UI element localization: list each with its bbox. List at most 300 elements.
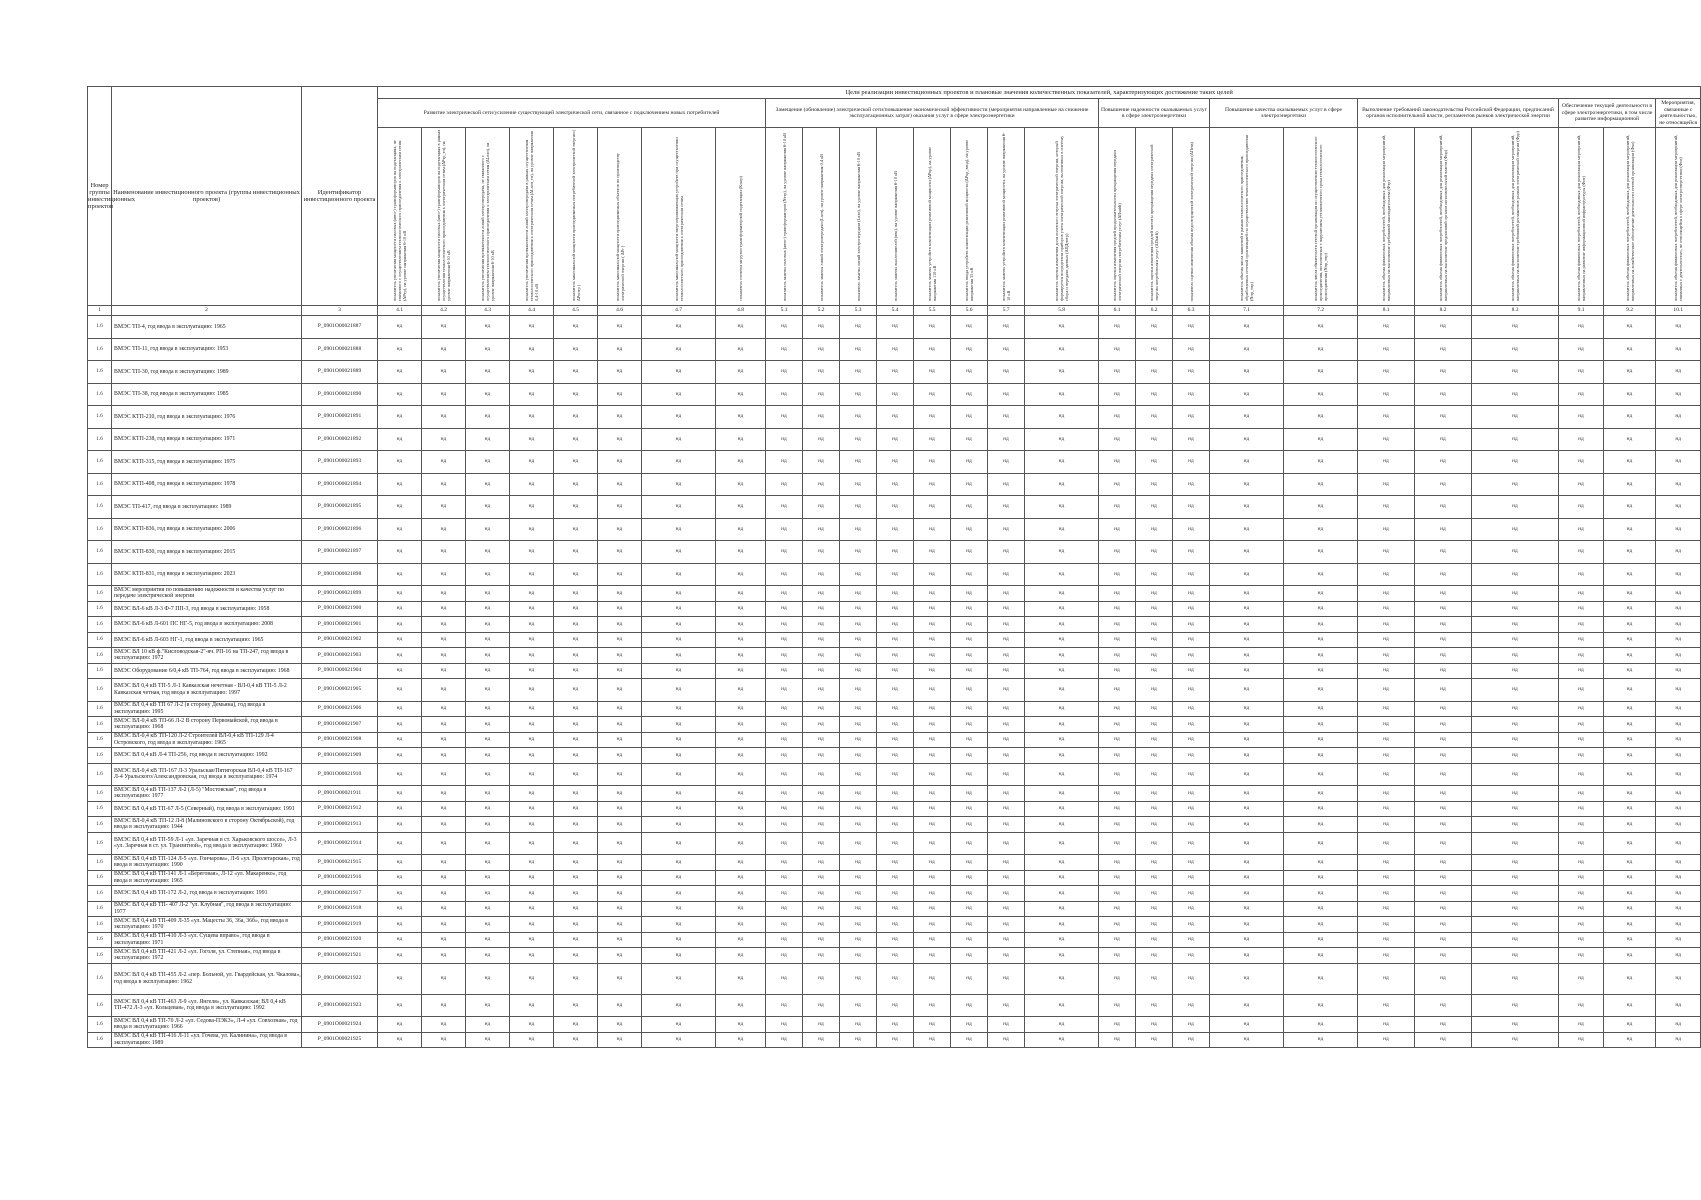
row-project-code: P_0901O00021903 — [302, 648, 378, 664]
indicator-value: нд — [1099, 361, 1136, 384]
indicator-value: нд — [1210, 406, 1284, 429]
indicator-value: нд — [988, 338, 1025, 361]
indicator-value: нд — [1472, 701, 1559, 717]
indicator-value: нд — [1210, 338, 1284, 361]
indicator-value: нд — [951, 948, 988, 964]
indicator-value: нд — [803, 383, 840, 406]
indicator-value: нд — [1604, 932, 1656, 948]
indicator-value: нд — [1284, 383, 1358, 406]
indicator-value: нд — [840, 732, 877, 748]
indicator-value: нд — [554, 617, 598, 633]
indicator-value: нд — [716, 679, 766, 702]
indicator-value: нд — [1415, 473, 1472, 496]
indicator-value: нд — [716, 932, 766, 948]
indicator-value: нд — [1173, 541, 1210, 564]
row-project-name: ВМЭС Оборудование 6/0,4 кВ ТП-764, год ввода в эксплуатацию: 1968 — [112, 663, 302, 679]
indicator-value: нд — [1136, 717, 1173, 733]
indicator-value: нд — [642, 901, 716, 917]
indicator-value: нд — [642, 679, 716, 702]
indicator-label: показатель ввода устройств компенсации реактивной мощности (ΔPкр_ввод), на уровне напряжения 35 кВ — [964, 139, 974, 301]
indicator-value: нд — [510, 406, 554, 429]
indicator-value: нд — [766, 518, 803, 541]
indicator-value: нд — [642, 406, 716, 429]
indicator-value: нд — [1210, 748, 1284, 764]
indicator-value: нд — [1472, 932, 1559, 948]
indicator-value: нд — [378, 496, 422, 519]
indicator-value: нд — [1415, 586, 1472, 602]
indicator-value: нд — [642, 801, 716, 817]
indicator-value: нд — [803, 361, 840, 384]
indicator-value: нд — [642, 518, 716, 541]
indicator-value: нд — [840, 994, 877, 1017]
indicator-value: нд — [766, 717, 803, 733]
indicator-value: нд — [1136, 648, 1173, 664]
indicator-value: нд — [803, 648, 840, 664]
indicator-value: нд — [840, 361, 877, 384]
indicator-value: нд — [716, 383, 766, 406]
indicator-value: нд — [1099, 541, 1136, 564]
indicator-value: нд — [766, 701, 803, 717]
indicator-value: нд — [378, 338, 422, 361]
indicator-value: нд — [1358, 451, 1415, 474]
indicator-value: нд — [466, 717, 510, 733]
row-project-name: ВМЭС ТП-38, год ввода в эксплуатацию: 1985 — [112, 383, 302, 406]
indicator-value: нд — [766, 586, 803, 602]
indicator-value: нд — [766, 948, 803, 964]
indicator-value: нд — [1284, 563, 1358, 586]
indicator-value: нд — [1472, 763, 1559, 786]
indicator-value: нд — [1210, 817, 1284, 833]
indicator-value: нд — [988, 518, 1025, 541]
indicator-value: нд — [1284, 801, 1358, 817]
indicator-header — [1284, 128, 1358, 306]
indicator-value: нд — [598, 901, 642, 917]
indicator-value: нд — [554, 817, 598, 833]
indicator-value: нд — [988, 948, 1025, 964]
indicator-value: нд — [510, 870, 554, 886]
indicator-value: нд — [1099, 383, 1136, 406]
indicator-value: нд — [1604, 648, 1656, 664]
indicator-value: нд — [951, 451, 988, 474]
column-number: 8.3 — [1472, 306, 1559, 316]
indicator-value: нд — [1656, 1017, 1701, 1033]
indicator-value: нд — [1099, 748, 1136, 764]
column-number: 8.2 — [1415, 306, 1472, 316]
indicator-value: нд — [1173, 717, 1210, 733]
indicator-value: нд — [510, 428, 554, 451]
indicator-value: нд — [1358, 732, 1415, 748]
indicator-value: нд — [951, 663, 988, 679]
indicator-value: нд — [1604, 801, 1656, 817]
indicator-value: нд — [951, 518, 988, 541]
indicator-value: нд — [554, 648, 598, 664]
indicator-value: нд — [1284, 518, 1358, 541]
indicator-value: нд — [1472, 632, 1559, 648]
indicator-value: нд — [1656, 717, 1701, 733]
indicator-value: нд — [877, 817, 914, 833]
row-project-code: P_0901O00021908 — [302, 732, 378, 748]
indicator-value: нд — [554, 917, 598, 933]
indicator-value: нд — [510, 886, 554, 902]
indicator-value: нд — [1136, 870, 1173, 886]
table-row — [88, 948, 1701, 964]
indicator-value: нд — [1173, 679, 1210, 702]
table-row — [88, 663, 1701, 679]
indicator-value: нд — [1656, 855, 1701, 871]
indicator-label: показатель замены линий электропередачи (Lnэп), на уровне напряжения 6-10 кВ — [855, 151, 861, 301]
indicator-value: нд — [840, 763, 877, 786]
row-project-name: ВМЭС КТП-830, год ввода в эксплуатацию: 2015 — [112, 541, 302, 564]
indicator-value: нд — [1472, 832, 1559, 855]
indicator-value: нд — [1025, 917, 1099, 933]
indicator-value: нд — [1559, 648, 1604, 664]
indicator-value: нд — [1136, 748, 1173, 764]
indicator-value: нд — [1173, 361, 1210, 384]
indicator-value: нд — [510, 932, 554, 948]
indicator-value: нд — [766, 338, 803, 361]
indicator-value: нд — [1173, 763, 1210, 786]
indicator-value: нд — [642, 994, 716, 1017]
indicator-value: нд — [1099, 451, 1136, 474]
indicator-value: нд — [554, 855, 598, 871]
indicator-value: нд — [422, 963, 466, 994]
indicator-value: нд — [914, 679, 951, 702]
indicator-value: нд — [1284, 948, 1358, 964]
indicator-header — [510, 128, 554, 306]
indicator-value: нд — [766, 316, 803, 339]
indicator-value: нд — [1099, 601, 1136, 617]
indicator-value: нд — [1472, 518, 1559, 541]
indicator-value: нд — [1415, 748, 1472, 764]
indicator-value: нд — [1099, 832, 1136, 855]
indicator-value: нд — [1210, 451, 1284, 474]
indicator-value: нд — [914, 428, 951, 451]
indicator-value: нд — [1210, 1017, 1284, 1033]
indicator-value: нд — [1559, 473, 1604, 496]
indicator-value: нд — [803, 1032, 840, 1048]
indicator-value: нд — [554, 801, 598, 817]
indicator-value: нд — [1604, 316, 1656, 339]
indicator-value: нд — [1025, 451, 1099, 474]
indicator-value: нд — [1472, 473, 1559, 496]
indicator-value: нд — [466, 832, 510, 855]
indicator-value: нд — [951, 932, 988, 948]
indicator-value: нд — [1025, 648, 1099, 664]
indicator-value: нд — [466, 886, 510, 902]
indicator-value: нд — [716, 732, 766, 748]
indicator-value: нд — [877, 383, 914, 406]
indicator-value: нд — [1604, 428, 1656, 451]
indicator-value: нд — [1472, 886, 1559, 902]
indicator-value: нд — [1415, 663, 1472, 679]
indicator-value: нд — [803, 948, 840, 964]
indicator-value: нд — [951, 316, 988, 339]
indicator-value: нд — [914, 748, 951, 764]
indicator-value: нд — [1604, 855, 1656, 871]
indicator-label: показатель увеличения мощности силовых (авто-) трансформаторов на подстанциях в рамках осуществления технологического присоединения к электрическим сетям (ΔPтр_тп), на уровне напряжения 6-10 кВ — [436, 129, 451, 301]
indicator-value: нд — [642, 632, 716, 648]
indicator-value: нд — [1559, 518, 1604, 541]
indicator-value: нд — [1358, 701, 1415, 717]
indicator-value: нд — [840, 617, 877, 633]
indicator-value: нд — [1656, 428, 1701, 451]
column-number: 5.1 — [766, 306, 803, 316]
indicator-value: нд — [510, 1017, 554, 1033]
indicator-value: нд — [914, 932, 951, 948]
indicator-value: нд — [642, 817, 716, 833]
indicator-value: нд — [1415, 541, 1472, 564]
indicator-value: нд — [803, 732, 840, 748]
indicator-value: нд — [1136, 361, 1173, 384]
indicator-value: нд — [988, 932, 1025, 948]
indicator-value: нд — [598, 994, 642, 1017]
indicator-value: нд — [1656, 383, 1701, 406]
indicator-value: нд — [840, 586, 877, 602]
indicator-value: нд — [422, 663, 466, 679]
indicator-value: нд — [1173, 963, 1210, 994]
indicator-header — [1099, 128, 1136, 306]
indicator-value: нд — [1284, 994, 1358, 1017]
indicator-value: нд — [988, 406, 1025, 429]
indicator-value: нд — [1656, 451, 1701, 474]
indicator-value: нд — [466, 1032, 510, 1048]
indicator-value: нд — [951, 963, 988, 994]
indicator-value: нд — [1173, 817, 1210, 833]
table-row — [88, 518, 1701, 541]
indicator-value: нд — [554, 786, 598, 802]
indicator-value: нд — [422, 679, 466, 702]
indicator-value: нд — [642, 963, 716, 994]
indicator-value: нд — [1656, 901, 1701, 917]
indicator-value: нд — [378, 701, 422, 717]
indicator-value: нд — [1415, 870, 1472, 886]
indicator-value: нд — [554, 901, 598, 917]
indicator-value: нд — [1415, 518, 1472, 541]
indicator-value: нд — [1025, 1017, 1099, 1033]
indicator-value: нд — [803, 801, 840, 817]
indicator-value: нд — [598, 361, 642, 384]
indicator-value: нд — [1656, 496, 1701, 519]
indicator-value: нд — [877, 1032, 914, 1048]
column-number: 8.1 — [1358, 306, 1415, 316]
indicator-value: нд — [803, 994, 840, 1017]
indicator-value: нд — [1025, 948, 1099, 964]
indicator-value: нд — [1173, 383, 1210, 406]
indicator-value: нд — [598, 428, 642, 451]
indicator-value: нд — [422, 886, 466, 902]
indicator-value: нд — [1656, 541, 1701, 564]
indicator-value: нд — [1358, 679, 1415, 702]
indicator-value: нд — [642, 1017, 716, 1033]
indicator-value: нд — [1173, 1017, 1210, 1033]
indicator-value: нд — [1284, 963, 1358, 994]
indicator-value: нд — [803, 518, 840, 541]
indicator-value: нд — [1656, 563, 1701, 586]
indicator-value: нд — [422, 428, 466, 451]
indicator-value: нд — [840, 451, 877, 474]
table-row — [88, 732, 1701, 748]
indicator-value: нд — [1358, 948, 1415, 964]
indicator-value: нд — [766, 917, 803, 933]
indicator-value: нд — [766, 451, 803, 474]
indicator-header — [716, 128, 766, 306]
indicator-value: нд — [803, 763, 840, 786]
indicator-value: нд — [378, 632, 422, 648]
indicator-value: нд — [378, 617, 422, 633]
indicator-value: нд — [803, 817, 840, 833]
indicator-header — [1136, 128, 1173, 306]
indicator-value: нд — [988, 1032, 1025, 1048]
indicator-value: нд — [877, 451, 914, 474]
indicator-value: нд — [914, 832, 951, 855]
indicator-value: нд — [1099, 586, 1136, 602]
indicator-value: нд — [803, 932, 840, 948]
row-project-code: P_0901O00021922 — [302, 963, 378, 994]
indicator-value: нд — [422, 1032, 466, 1048]
indicator-value: нд — [1025, 701, 1099, 717]
indicator-value: нд — [510, 617, 554, 633]
indicator-value: нд — [466, 948, 510, 964]
indicator-value: нд — [1284, 701, 1358, 717]
indicator-value: нд — [466, 383, 510, 406]
indicator-value: нд — [1284, 855, 1358, 871]
indicator-value: нд — [378, 901, 422, 917]
row-group-number: 1.6 — [88, 855, 112, 871]
indicator-value: нд — [1559, 451, 1604, 474]
indicator-value: нд — [1358, 316, 1415, 339]
indicator-value: нд — [877, 717, 914, 733]
indicator-value: нд — [1358, 1017, 1415, 1033]
indicator-value: нд — [1210, 948, 1284, 964]
indicator-value: нд — [716, 748, 766, 764]
row-project-code: P_0901O00021896 — [302, 518, 378, 541]
indicator-value: нд — [1025, 496, 1099, 519]
indicator-value: нд — [1099, 617, 1136, 633]
indicator-value: нд — [1173, 338, 1210, 361]
indicator-value: нд — [914, 563, 951, 586]
table-row — [88, 701, 1701, 717]
indicator-value: нд — [1284, 1017, 1358, 1033]
indicator-value: нд — [554, 717, 598, 733]
indicator-value: нд — [1099, 886, 1136, 902]
indicator-label: показатель объема числа заявлений в рамках технологического присоединения, обработанных сетевой организацией по осуществлению технологического присоединения (Nпр_тпр) — [1239, 135, 1254, 301]
indicator-value: нд — [1559, 632, 1604, 648]
row-group-number: 1.6 — [88, 632, 112, 648]
indicator-value: нд — [1284, 817, 1358, 833]
indicator-value: нд — [1604, 732, 1656, 748]
indicator-value: нд — [951, 732, 988, 748]
indicator-value: нд — [840, 963, 877, 994]
indicator-value: нд — [1136, 1032, 1173, 1048]
indicator-value: нд — [840, 428, 877, 451]
indicator-value: нд — [1284, 832, 1358, 855]
indicator-value: нд — [598, 963, 642, 994]
indicator-value: нд — [766, 383, 803, 406]
indicator-value: нд — [598, 316, 642, 339]
indicator-value: нд — [1173, 473, 1210, 496]
row-project-name: ВМЭС ВЛ 0,4 кВ ТП-67 Л-5 (Северный), год ввода в эксплуатацию: 1991 — [112, 801, 302, 817]
indicator-value: нд — [1656, 886, 1701, 902]
indicator-value: нд — [422, 473, 466, 496]
indicator-value: нд — [510, 383, 554, 406]
indicator-value: нд — [1415, 617, 1472, 633]
indicator-value: нд — [642, 855, 716, 871]
row-project-name: ВМЭС ВЛ 0,4 кВ ТП-5 Л-1 Кавказская нечетная - ВЛ-0,4 кВ ТП-5 Л-2 Кавказская четная, год ввода в эксплуатацию: 1997 — [112, 679, 302, 702]
indicator-value: нд — [422, 451, 466, 474]
indicator-value: нд — [1358, 663, 1415, 679]
indicator-value: нд — [840, 648, 877, 664]
indicator-value: нд — [1559, 786, 1604, 802]
indicator-value: нд — [1604, 451, 1656, 474]
table-row — [88, 316, 1701, 339]
indicator-value: нд — [716, 338, 766, 361]
indicator-value: нд — [914, 316, 951, 339]
row-project-name: ВМЭС ТП-4, год ввода в эксплуатацию: 1965 — [112, 316, 302, 339]
indicator-value: нд — [1472, 663, 1559, 679]
indicator-value: нд — [1559, 886, 1604, 902]
indicator-value: нд — [914, 1017, 951, 1033]
indicator-value: нд — [554, 994, 598, 1017]
indicator-value: нд — [598, 886, 642, 902]
indicator-value: нд — [951, 994, 988, 1017]
row-group-number: 1.6 — [88, 786, 112, 802]
indicator-value: нд — [951, 748, 988, 764]
indicator-value: нд — [766, 679, 803, 702]
column-number: 6.2 — [1136, 306, 1173, 316]
indicator-value: нд — [951, 886, 988, 902]
indicator-value: нд — [1173, 563, 1210, 586]
indicator-value: нд — [378, 473, 422, 496]
indicator-value: нд — [422, 817, 466, 833]
indicator-value: нд — [766, 601, 803, 617]
indicator-value: нд — [1099, 663, 1136, 679]
indicator-value: нд — [914, 701, 951, 717]
indicator-value: нд — [598, 586, 642, 602]
indicator-value: нд — [1284, 1032, 1358, 1048]
indicator-value: нд — [1025, 994, 1099, 1017]
indicator-value: нд — [766, 963, 803, 994]
indicator-value: нд — [1472, 617, 1559, 633]
indicator-value: нд — [1173, 451, 1210, 474]
indicator-value: нд — [951, 901, 988, 917]
indicator-value: нд — [1415, 963, 1472, 994]
indicator-value: нд — [988, 963, 1025, 994]
indicator-value: нд — [466, 786, 510, 802]
indicator-value: нд — [766, 870, 803, 886]
indicator-value: нд — [1604, 948, 1656, 964]
indicator-value: нд — [554, 451, 598, 474]
indicator-value: нд — [466, 518, 510, 541]
indicator-value: нд — [1472, 870, 1559, 886]
indicator-value: нд — [1284, 473, 1358, 496]
indicator-value: нд — [1415, 383, 1472, 406]
indicator-value: нд — [1559, 948, 1604, 964]
indicator-value: нд — [951, 428, 988, 451]
indicator-value: нд — [554, 518, 598, 541]
indicator-value: нд — [1025, 932, 1099, 948]
indicator-value: нд — [1472, 917, 1559, 933]
indicator-value: нд — [1025, 732, 1099, 748]
indicator-value: нд — [951, 586, 988, 602]
indicator-value: нд — [554, 679, 598, 702]
indicator-value: нд — [1559, 855, 1604, 871]
indicator-value: нд — [766, 763, 803, 786]
indicator-value: нд — [877, 617, 914, 633]
indicator-value: нд — [1604, 917, 1656, 933]
indicator-value: нд — [1099, 428, 1136, 451]
indicator-value: нд — [840, 917, 877, 933]
indicator-label: показатель максимальной мощности энергопринимающих устройств при осуществлении технологического присоединения к электрическим сетям — [673, 137, 684, 301]
